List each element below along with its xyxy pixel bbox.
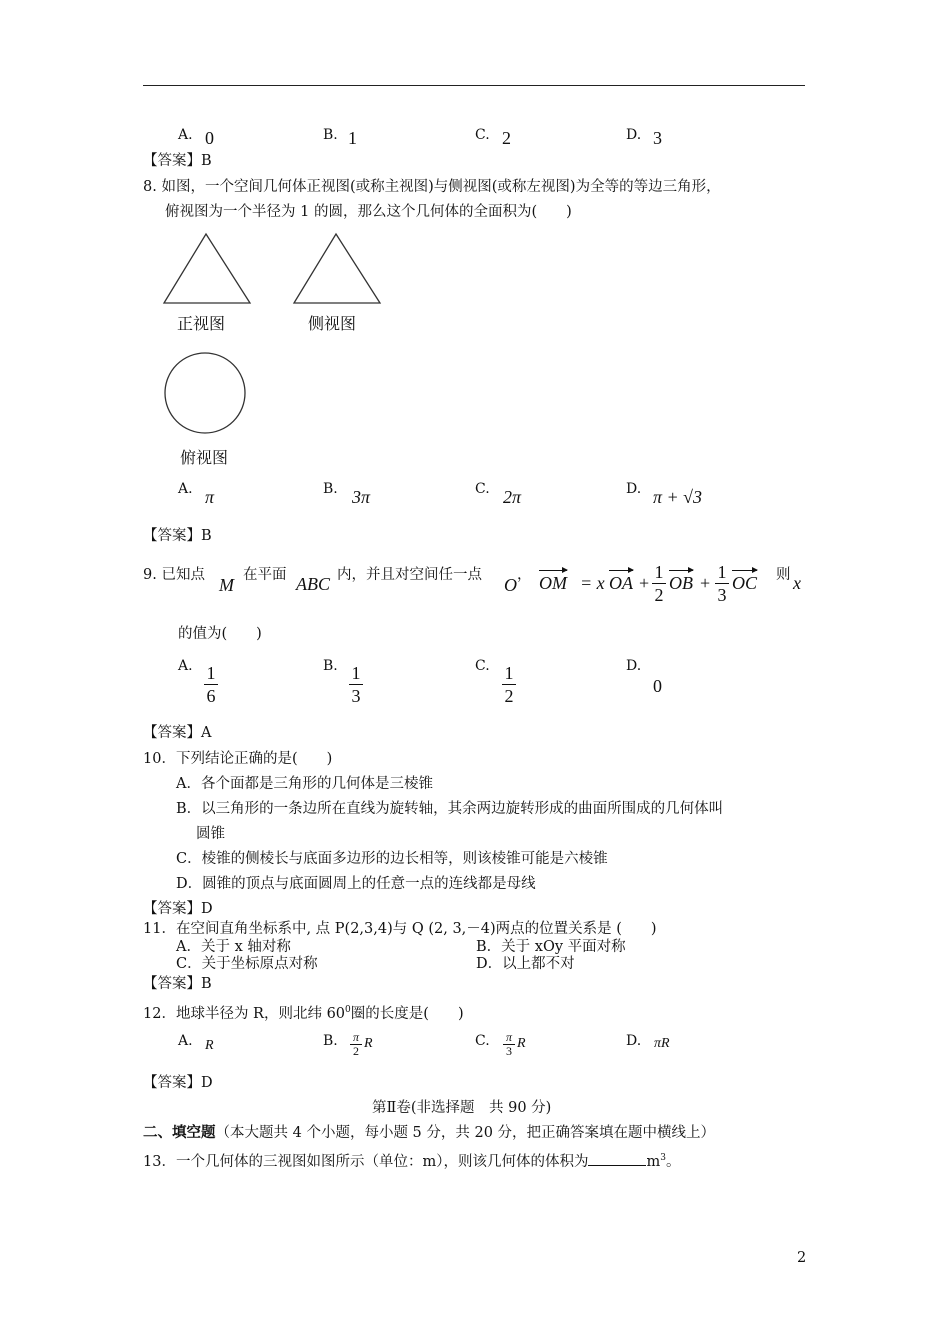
q9-plane: ABC [296,574,330,594]
q7-option-c-value: 2 [502,128,511,148]
q9-plus-2: + [700,573,711,593]
q12-option-b-fraction [350,1031,362,1058]
vector-om [539,573,567,594]
side-view-caption: 侧视图 [308,314,357,333]
q8-option-a-value: π [205,487,215,507]
q12-option-b-num: π [352,1030,359,1044]
q13-unit-sup: 3 [660,1153,666,1163]
q8-option-d-label: D. [626,481,642,497]
q9-option-a-fraction [204,663,218,706]
q10-option-b-line1: B．以三角形的一条边所在直线为旋转轴，其余两边旋转形成的曲面所围成的几何体叫 [176,801,724,817]
top-view-circle [160,350,252,438]
vector-oc-label: OC [732,573,758,593]
vector-ob-label: OB [669,573,693,593]
q7-option-c-label: C. [475,127,490,143]
q12-option-b-label: B. [323,1033,338,1049]
q8-answer: 【答案】B [143,528,212,544]
q12-option-d-value: πR [654,1036,670,1051]
q9-option-b-fraction [349,663,363,706]
section2-title [143,1124,715,1142]
q11-title: 11．在空间直角坐标系中, 点 P(2,3,4)与 Q (2, 3,－4)两点的位置关系是 ( ) [143,921,657,937]
vector-oc [732,573,757,594]
q9-var-x: x [793,573,801,593]
q12-option-a-label: A. [178,1033,193,1049]
section2-title-bold: 二、填空题 [143,1124,216,1141]
vector-ob [669,573,693,594]
q12-title [143,1001,464,1023]
q9-option-b-label: B. [323,658,338,674]
q8-line1: 8. 如图，一个空间几何体正视图(或称主视图)与侧视图(或称左视图)为全等的等边三角形， [143,179,721,195]
q8-option-c-label: C. [475,481,490,497]
q9-plus-1: + [639,573,650,593]
q7-option-b-label: B. [323,127,338,143]
q9-equals-x: = x [580,573,605,593]
page-number: 2 [797,1250,807,1266]
q13-answer-blank[interactable] [588,1151,646,1166]
q9-line2: 的值为( ) [178,626,262,642]
q9-option-d-label: D. [626,658,642,674]
q9-option-c-num: 1 [504,663,514,683]
front-view-caption: 正视图 [177,314,226,333]
q9-option-a-num: 1 [206,663,216,683]
q11-option-b: B．关于 xOy 平面对称 [476,939,626,955]
q7-option-a-label: A. [178,127,193,143]
q12-option-c-den: 3 [506,1044,512,1058]
q8-option-b-value: 3π [352,487,371,507]
section-heading: 第Ⅱ卷(非选择题 共 90 分) [372,1100,552,1116]
q9-answer: 【答案】A [143,725,212,741]
q9-option-a-den: 6 [206,686,216,706]
q13-end: 。 [665,1153,681,1170]
q12-degree: 0 [345,1005,351,1015]
header-rule [143,85,805,86]
q12-option-b-den: 2 [353,1044,359,1058]
q9-point-o: O [504,575,517,595]
q9-option-b-den: 3 [351,686,361,706]
q12-option-d-label: D. [626,1033,642,1049]
q12-answer: 【答案】D [143,1075,213,1091]
front-view-triangle [160,230,255,306]
q7-option-d-label: D. [626,127,642,143]
q9-frac1-den: 2 [654,585,664,605]
q12-option-c-fraction [503,1031,515,1058]
q8-option-d-value: π + √3 [653,487,703,507]
q12-option-b-tail: R [364,1036,373,1051]
q8-line2: 俯视图为一个半径为 1 的圆，那么这个几何体的全面积为( ) [165,204,572,220]
q9-option-c-label: C. [475,658,490,674]
q9-fraction-third [715,562,729,605]
q11-option-c: C．关于坐标原点对称 [176,956,318,972]
q9-option-d-value: 0 [653,676,662,696]
q10-option-b-line2: 圆锥 [196,826,225,842]
q9-in-plane: 在平面 [243,567,287,583]
q9-prefix: 9. 已知点 [143,567,205,583]
q10-option-a: A．各个面都是三角形的几何体是三棱锥 [176,776,433,792]
q10-title: 10．下列结论正确的是( ) [143,751,333,767]
q9-frac1-num: 1 [654,562,664,582]
vector-oa-label: OA [609,573,633,593]
q13-unit: m [646,1153,661,1170]
top-view-caption: 俯视图 [180,448,229,467]
q10-option-c: C．棱锥的侧棱长与底面多边形的边长相等，则该棱锥可能是六棱锥 [176,851,608,867]
q7-option-b-value: 1 [348,128,357,148]
q12-option-c-num: π [505,1030,512,1044]
q8-option-c-value: 2π [503,487,522,507]
q12-title-post: 圈的长度是( ) [350,1005,464,1022]
q9-frac2-den: 3 [717,585,727,605]
q9-then: 则 [776,567,791,583]
q12-title-pre: 12．地球半径为 R，则北纬 60 [143,1005,346,1022]
q9-option-b-num: 1 [351,663,361,683]
vector-om-label: OM [539,573,567,593]
q10-option-d: D．圆锥的顶点与底面圆周上的任意一点的连线都是母线 [176,876,536,892]
q9-frac2-num: 1 [717,562,727,582]
q11-option-a: A．关于 x 轴对称 [176,939,291,955]
q9-option-c-fraction [502,663,516,706]
vector-oa [609,573,633,594]
q7-option-a-value: 0 [205,128,214,148]
q9-fraction-half [652,562,666,605]
q9-point-m: M [219,575,234,595]
q7-option-d-value: 3 [653,128,662,148]
q12-option-c-label: C. [475,1033,490,1049]
q9-comma: ， [517,567,532,583]
q11-option-d: D．以上都不对 [476,956,575,972]
section2-title-rest: （本大题共 4 个小题，每小题 5 分，共 20 分，把正确答案填在题中横线上） [215,1125,716,1141]
q9-middle: 内，并且对空间任一点 [337,567,482,583]
q12-option-a-value: R [205,1038,214,1053]
q13-text-main: 13．一个几何体的三视图如图所示（单位：m），则该几何体的体积为 [143,1153,589,1170]
q8-option-b-label: B. [323,481,338,497]
q12-option-c-tail: R [517,1036,526,1051]
q11-answer: 【答案】B [143,976,212,992]
side-view-triangle [290,230,385,306]
q9-option-a-label: A. [178,658,193,674]
q7-answer: 【答案】B [143,153,212,169]
q10-answer: 【答案】D [143,901,213,917]
q9-option-c-den: 2 [504,686,514,706]
q8-option-a-label: A. [178,481,193,497]
q13-text [143,1149,680,1171]
